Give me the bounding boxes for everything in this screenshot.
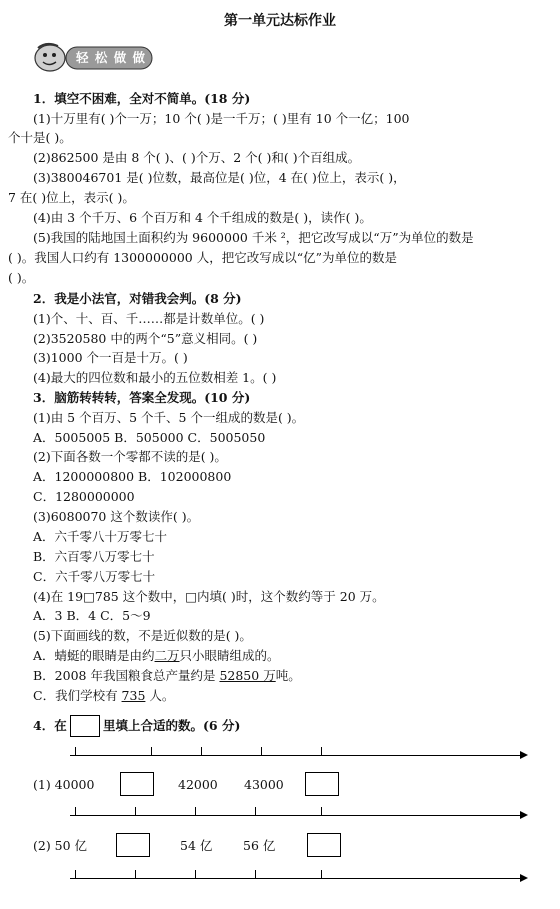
s3-q5a-pre: A．蜻蜓的眼睛是由约 [33,648,155,663]
s3-q5-option-c [33,688,174,704]
row-2-value-2: 54 亿 [180,838,213,853]
number-line-2-tick [135,807,136,815]
s4-heading-post: 里填上合适的数。(6 分) [103,718,241,733]
s1-q2: (2)862500 是由 8 个( )、( )个万、2 个( )和( )个百组成。 [33,150,361,165]
s3-q2: (2)下面各数一个零都不读的是( )。 [33,449,227,464]
s2-q3: (3)1000 个一百是十万。( ) [33,350,188,365]
s3-q5b-post: 吨。 [275,668,301,683]
number-line-1-arrow-icon [520,751,528,759]
row-1-value-2: 42000 [178,777,218,792]
section-3-heading: 3．脑筋转转转，答案全发现。(10 分) [33,390,251,405]
s2-q1: (1)个、十、百、千……都是计数单位。( ) [33,311,265,326]
number-line-3-arrow-icon [520,874,528,882]
number-line-1-tick [75,747,76,755]
s3-q5b-underlined: 52850 万 [219,668,276,683]
answer-box-2b[interactable] [307,833,341,857]
s1-q5-line3: ( )。 [8,270,35,285]
number-line-3 [70,878,522,879]
s4-heading-box [70,715,100,737]
s1-q3-line2: 7 在( )位上，表示( )。 [8,190,135,205]
number-line-2-tick [255,807,256,815]
number-line-1 [70,755,522,756]
s3-q4: (4)在 19□785 这个数中，□内填( )时，这个数约等于 20 万。 [33,589,385,604]
s1-q3-line1: (3)380046701 是( )位数，最高位是( )位，4 在( )位上，表示( )， [33,170,406,185]
number-line-1-tick [321,747,322,755]
row-1-value-3: 43000 [244,777,284,792]
s3-q5a-underlined: 二万 [154,648,180,663]
number-line-3-tick [135,870,136,878]
number-line-1-tick [201,747,202,755]
number-line-2 [70,815,522,816]
s1-q4: (4)由 3 个千万、6 个百万和 4 个千组成的数是( )，读作( )。 [33,210,372,225]
s3-q5a-post: 只小眼睛组成的。 [179,648,280,663]
s3-q1-options: A．5005005 B．505000 C．5005050 [33,430,266,445]
s3-q3-option-b: B．六百零八万零七十 [33,549,155,564]
s3-q3: (3)6080070 这个数读作( )。 [33,509,200,524]
s3-q1: (1)由 5 个百万、5 个千、5 个一组成的数是( )。 [33,410,305,425]
number-line-2-tick [75,807,76,815]
section-badge [32,40,154,74]
badge-text: 轻 松 做 做 [76,50,147,65]
number-line-1-tick [261,747,262,755]
s3-q5c-underlined: 735 [121,688,146,703]
page-title: 第一单元达标作业 [224,13,336,29]
s3-q5b-pre: B．2008 年我国粮食总产量约是 [33,668,220,683]
number-line-2-arrow-icon [520,811,528,819]
answer-box-1b[interactable] [305,772,339,796]
number-line-2-tick [195,807,196,815]
number-line-3-tick [75,870,76,878]
s1-q5-line1: (5)我国的陆地国土面积约为 9600000 千米 ²，把它改写成以“万”为单位的数是 [33,230,474,245]
s2-q2: (2)3520580 中的两个“5”意义相同。( ) [33,331,258,346]
number-line-3-tick [195,870,196,878]
s1-q1-line2: 个十是( )。 [8,130,72,145]
row-2-label: (2) 50 亿 [33,838,88,853]
s3-q2-option-c: C．1280000000 [33,489,135,504]
s2-q4: (4)最大的四位数和最小的五位数相差 1。( ) [33,370,277,385]
row-2-value-3: 56 亿 [243,838,276,853]
s3-q3-option-a: A．六千零八十万零七十 [33,529,168,544]
section-1-heading: 1．填空不困难，全对不简单。(18 分) [33,91,251,106]
s3-q3-option-c: C．六千零八万零七十 [33,569,156,584]
s3-q5-option-a [33,648,280,664]
number-line-3-tick [321,870,322,878]
s4-heading-pre: 4．在 [33,718,67,733]
number-line-2-tick [321,807,322,815]
s1-q5-line2: ( )。我国人口约有 1300000000 人，把它改写成以“亿”为单位的数是 [8,250,397,265]
s3-q2-options-ab: A．1200000800 B．102000800 [33,469,232,484]
s1-q1-line1: (1)十万里有( )个一万；10 个( )是一千万；( )里有 10 个一亿；100 [33,111,410,126]
number-line-1-tick [151,747,152,755]
s3-q4-options: A．3 B．4 C．5～9 [33,608,151,623]
s3-q5-option-b [33,668,301,684]
s3-q5c-post: 人。 [145,688,175,703]
section-2-heading: 2．我是小法官，对错我会判。(8 分) [33,291,242,306]
number-line-3-tick [255,870,256,878]
answer-box-1a[interactable] [120,772,154,796]
s3-q5c-pre: C．我们学校有 [33,688,122,703]
answer-box-2a[interactable] [116,833,150,857]
s3-q5: (5)下面画线的数，不是近似数的是( )。 [33,628,252,643]
row-1-label: (1) 40000 [33,777,95,792]
